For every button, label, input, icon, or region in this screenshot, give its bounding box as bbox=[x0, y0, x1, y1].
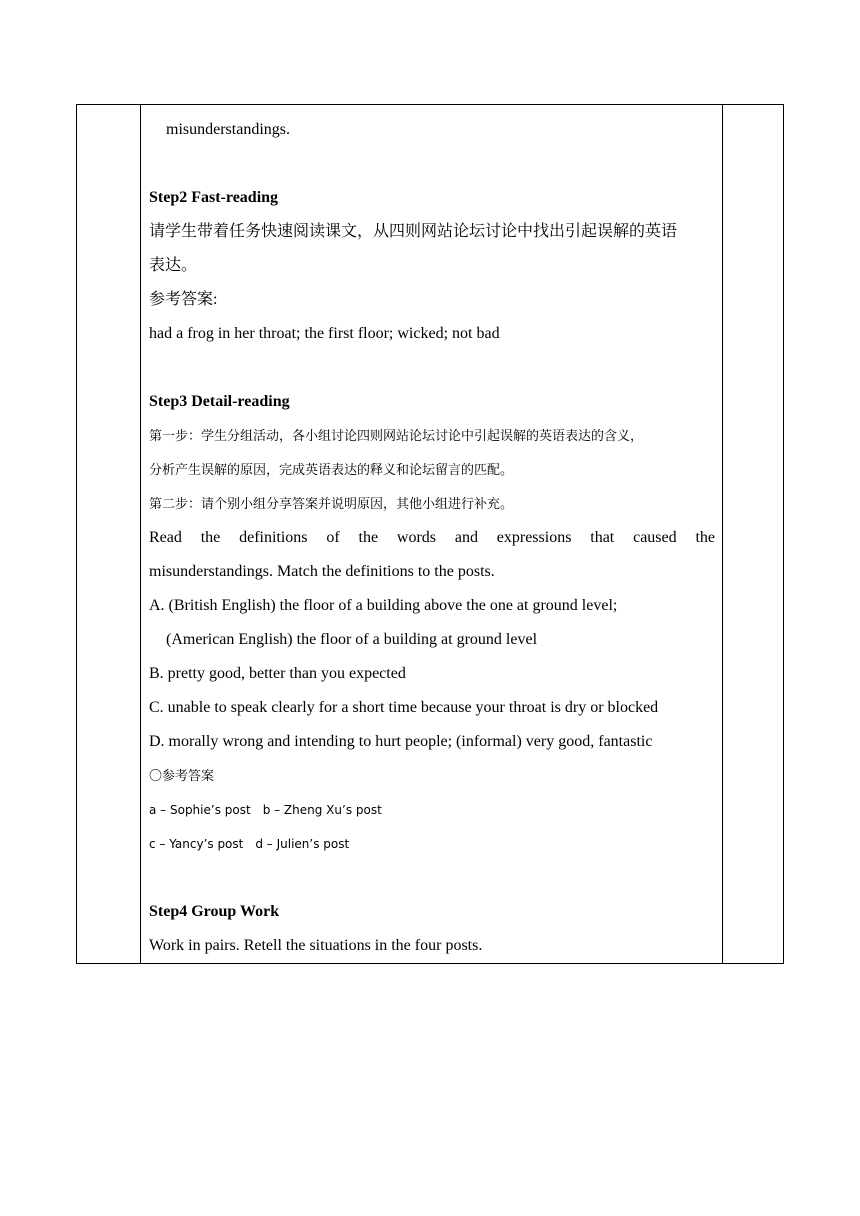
step2-instruction-line2: 表达。 bbox=[149, 257, 198, 274]
step3-heading: Step3 Detail-reading bbox=[149, 393, 290, 410]
step4-text: Work in pairs. Retell the situations in the four posts. bbox=[149, 937, 483, 954]
answer-d: d – Julien’s post bbox=[255, 837, 350, 851]
left-column-cell bbox=[77, 105, 141, 964]
definition-c: C. unable to speak clearly for a short time because your throat is dry or blocked bbox=[149, 699, 659, 716]
definition-b: B. pretty good, better than you expected bbox=[149, 665, 406, 682]
step3-instruction-line1: 第一步：学生分组活动，各小组讨论四则网站论坛讨论中引起误解的英语表达的含义， bbox=[149, 428, 644, 443]
step3-instruction-line2: 分析产生误解的原因，完成英语表达的释义和论坛留言的匹配。 bbox=[149, 462, 514, 477]
step2-answer: had a frog in her throat; the first floor; wicked; not bad bbox=[149, 325, 500, 342]
step2-answer-label: 参考答案: bbox=[149, 291, 218, 308]
answer-label: 〇参考答案 bbox=[149, 768, 215, 783]
content-cell bbox=[141, 105, 723, 964]
content-body bbox=[141, 105, 722, 963]
answer-a: a – Sophie’s post bbox=[149, 803, 251, 817]
definition-a-line2: (American English) the floor of a building at ground level bbox=[166, 631, 538, 648]
answer-line1 bbox=[149, 793, 715, 827]
answer-line2 bbox=[149, 827, 715, 861]
text-line: misunderstandings. bbox=[166, 121, 290, 138]
table-row bbox=[77, 105, 784, 964]
lesson-plan-table bbox=[76, 104, 784, 964]
blank-line bbox=[149, 861, 715, 895]
blank-line bbox=[149, 351, 715, 385]
answer-c: c – Yancy’s post bbox=[149, 837, 244, 851]
answer-b: b – Zheng Xu’s post bbox=[262, 803, 382, 817]
step4-heading: Step4 Group Work bbox=[149, 903, 280, 920]
right-column-cell bbox=[723, 105, 784, 964]
read-instruction-line1: Read the definitions of the words and expressions that caused the bbox=[149, 529, 715, 546]
step3-instruction-line3: 第二步：请个别小组分享答案并说明原因，其他小组进行补充。 bbox=[149, 496, 514, 511]
blank-line bbox=[149, 147, 715, 181]
definition-d: D. morally wrong and intending to hurt people; (informal) very good, fantastic bbox=[149, 733, 653, 750]
step2-heading: Step2 Fast-reading bbox=[149, 189, 279, 206]
definition-a-line1: A. (British English) the floor of a building above the one at ground level; bbox=[149, 597, 618, 614]
step2-instruction-line1: 请学生带着任务快速阅读课文，从四则网站论坛讨论中找出引起误解的英语 bbox=[149, 223, 678, 240]
read-instruction-line2: misunderstandings. Match the definitions to the posts. bbox=[149, 563, 495, 580]
